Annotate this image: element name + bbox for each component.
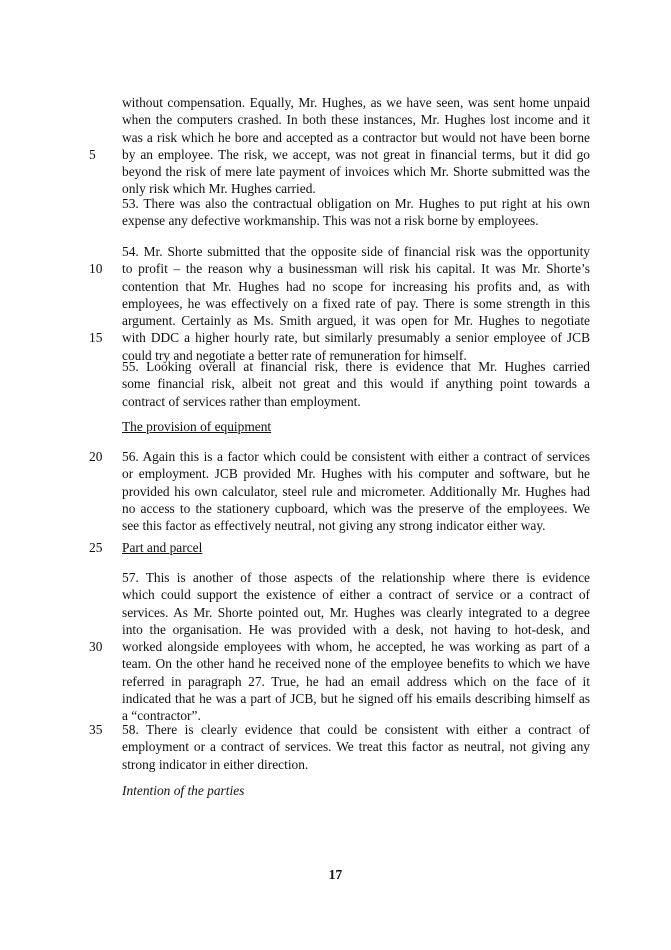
- line-number: 30: [89, 639, 103, 654]
- text-line: to profit – the reason why a businessman will risk his capital. It was Mr. Shorte’s: [122, 261, 590, 277]
- text-line: indicated that he was a part of JCB, but he signed off his emails describing himself as: [122, 691, 590, 707]
- text-line: beyond the risk of mere late payment of invoices which Mr. Shorte submitted was the: [122, 164, 590, 180]
- text-line: 56. Again this is a factor which could be consistent with either a contract of services: [122, 449, 590, 464]
- heading-part-and-parcel: Part and parcel: [122, 540, 203, 555]
- text-line: some financial risk, albeit not great and this would if anything point towards a: [122, 376, 590, 392]
- line-number: 15: [89, 330, 103, 345]
- text-line: contract of services rather than employment.: [122, 393, 361, 409]
- text-line: by an employee. The risk, we accept, was not great in financial terms, but it did go: [122, 146, 590, 162]
- paragraph-continuation: [122, 94, 590, 198]
- text-line: no access to the stationery cupboard, which was the preserve of the employees. We: [122, 500, 590, 516]
- text-line: provided his own calculator, steel rule and micrometer. Additionally Mr. Hughes had: [122, 483, 590, 499]
- text-line: 57. This is another of those aspects of the relationship where there is evidence: [122, 570, 590, 585]
- text-line: 53. There was also the contractual obligation on Mr. Hughes to put right at his own: [122, 196, 590, 211]
- text-line: expense any defective workmanship. This was not a risk borne by employees.: [122, 213, 539, 229]
- heading-intention-of-the-parties: Intention of the parties: [122, 783, 245, 798]
- text-line: employees, he was effectively on a fixed rate of pay. There is some strength in this: [122, 295, 590, 311]
- text-line: argument. Certainly as Ms. Smith argued, it was open for Mr. Hughes to negotiate: [122, 313, 590, 329]
- paragraph-54: [122, 243, 590, 364]
- paragraph-55: [122, 358, 590, 410]
- text-line: only risk which Mr. Hughes carried.: [122, 181, 316, 197]
- text-line: with DDC a higher hourly rate, but similarly presumably a senior employee of JCB: [122, 330, 590, 346]
- line-number: 5: [89, 147, 96, 162]
- paragraph-57: [122, 569, 590, 725]
- line-number: 20: [89, 449, 103, 464]
- page-number: 17: [328, 867, 343, 882]
- paragraph-58: [122, 721, 590, 773]
- text-line: strong indicator in either direction.: [122, 756, 309, 772]
- text-line: 54. Mr. Shorte submitted that the opposite side of financial risk was the opportunity: [122, 244, 590, 259]
- heading-provision-of-equipment: The provision of equipment: [122, 419, 272, 434]
- text-line: 58. There is clearly evidence that could be consistent with either a contract of: [122, 722, 590, 737]
- text-line: team. On the other hand he received none of the employee benefits to which we have: [122, 656, 590, 672]
- paragraph-53: [122, 195, 590, 230]
- text-line: worked alongside employees with whom, he accepted, he was working as part of a: [122, 639, 590, 655]
- text-line: or employment. JCB provided Mr. Hughes with his computer and software, but he: [122, 466, 590, 482]
- text-line: a “contractor”.: [122, 708, 201, 724]
- text-line: employment or a contract of services. We treat this factor as neutral, not giving any: [122, 739, 590, 755]
- text-line: services. As Mr. Shorte pointed out, Mr. Hughes was clearly integrated to a degree: [122, 604, 590, 620]
- text-line: contention that Mr. Hughes had no scope for increasing his profits and, as with: [122, 278, 590, 294]
- line-number: 25: [89, 540, 103, 555]
- text-line: which could support the existence of either a contract of service or a contract of: [122, 587, 590, 603]
- line-number: 10: [89, 261, 103, 276]
- text-line: referred in paragraph 27. True, he had an email address which on the face of it: [122, 673, 590, 689]
- text-line: was a risk which he bore and accepted as a contractor but would not have been borne: [122, 129, 590, 145]
- text-line: see this factor as effectively neutral, not giving any strong indicator either way.: [122, 518, 546, 534]
- text-line: into the organisation. He was provided with a desk, not having to hot-desk, and: [122, 621, 590, 637]
- line-number: 35: [89, 722, 103, 737]
- text-line: could try and negotiate a better rate of remuneration for himself.: [122, 347, 467, 363]
- text-line: when the computers crashed. In both these instances, Mr. Hughes lost income and it: [122, 112, 590, 128]
- text-line: 55. Looking overall at financial risk, there is evidence that Mr. Hughes carried: [122, 359, 590, 374]
- text-line: without compensation. Equally, Mr. Hughes, as we have seen, was sent home unpaid: [122, 95, 590, 110]
- paragraph-56: [122, 448, 590, 534]
